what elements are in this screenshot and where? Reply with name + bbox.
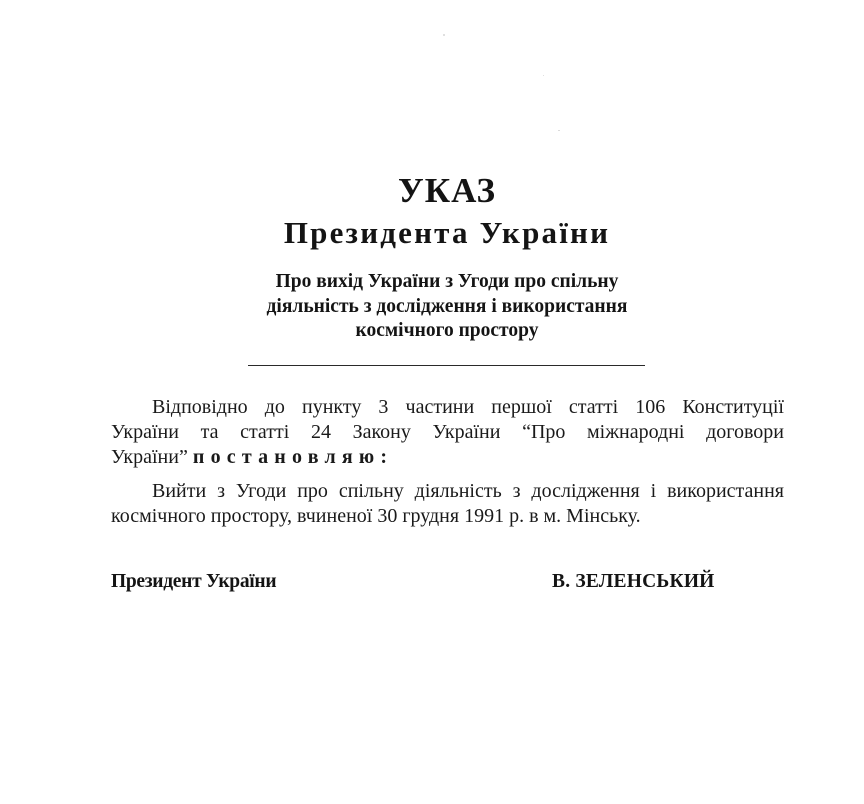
subject-line: діяльність з дослідження і використання [266, 295, 628, 317]
paragraph-legal-basis [111, 395, 784, 470]
subject-line: космічного простору [355, 320, 539, 341]
decree-body [111, 395, 784, 529]
scan-speck [558, 130, 560, 131]
scan-speck [543, 75, 544, 76]
subject-line: Про вихід України з Угоди про спільну [275, 271, 619, 292]
decree-subject [0, 270, 864, 344]
signature-block [111, 568, 784, 596]
body-line-with-verb [111, 445, 784, 470]
scan-speck [443, 34, 445, 36]
body-line: Вийти з Угоди про спільну діяльність з дослідження і використання [152, 480, 784, 502]
horizontal-rule [248, 365, 645, 366]
decree-verb: постановляю: [192, 446, 394, 468]
body-line: України та статті 24 Закону України “Про міжнародні договори [111, 421, 784, 443]
decree-type-heading: УКАЗ [398, 171, 496, 210]
decree-issuer-heading: Президента України [283, 215, 611, 250]
body-line: космічного простору, вчиненої 30 грудня 1991 р. в м. Мінську. [111, 505, 641, 527]
signatory-name: В. ЗЕЛЕНСЬКИЙ [552, 571, 715, 592]
body-line-text: України” [111, 446, 188, 468]
body-line: Відповідно до пункту 3 частини першої статті 106 Конституції [152, 396, 784, 418]
paragraph-decision [111, 479, 784, 529]
signatory-title: Президент України [111, 571, 277, 592]
